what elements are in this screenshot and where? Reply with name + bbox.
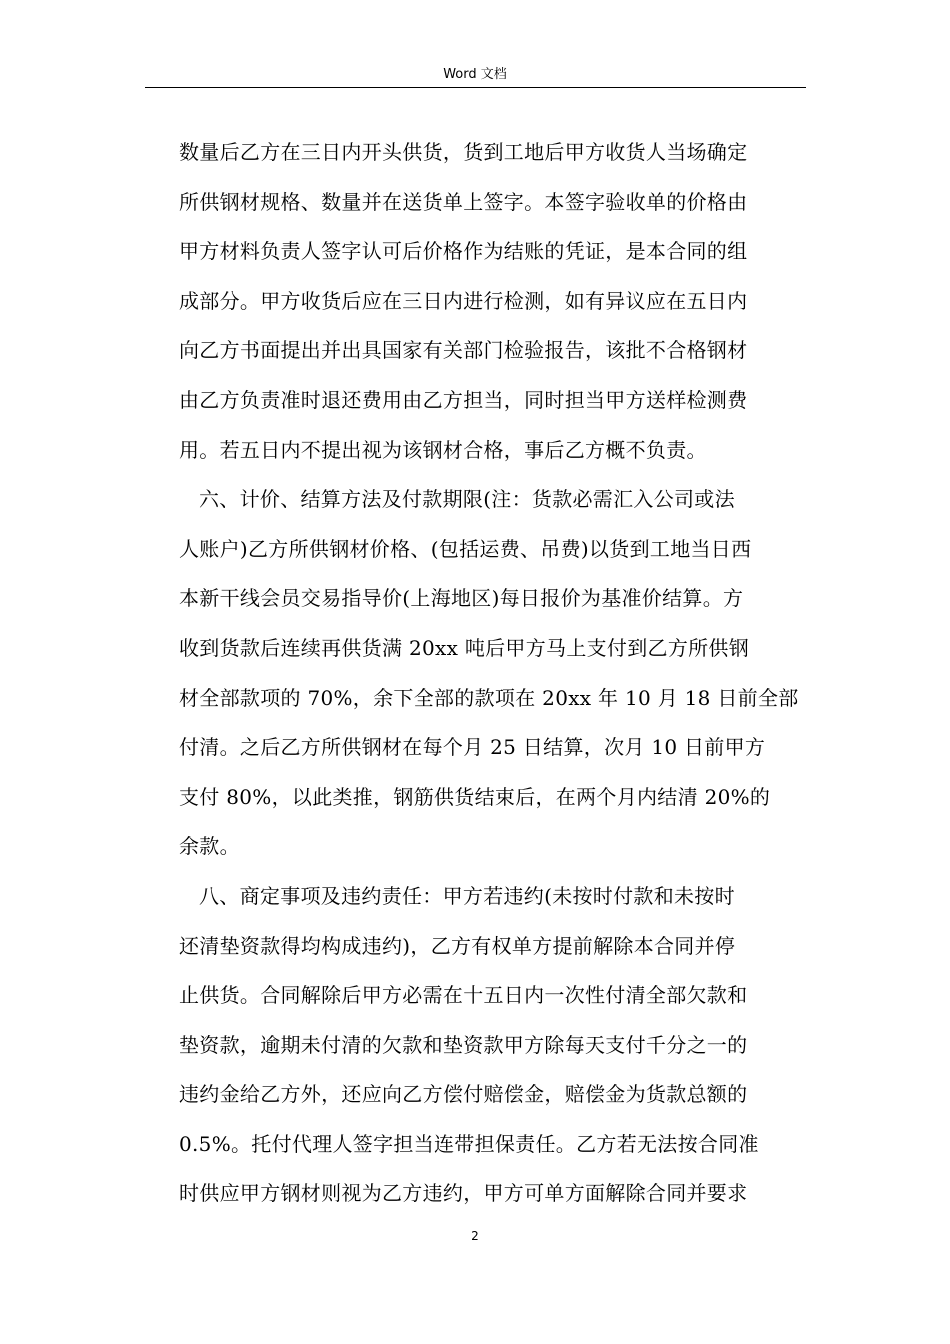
text-line: 0.5%。托付代理人签字担当连带担保责任。乙方若无法按合同准 (179, 1131, 759, 1156)
text-line: 付清。之后乙方所供钢材在每个月 25 日结算，次月 10 日前甲方 (179, 735, 766, 760)
text-line: 成部分。甲方收货后应在三日内进行检测，如有异议应在五日内 (179, 288, 748, 313)
text-line: 人账户)乙方所供钢材价格、(包括运费、吊费)以货到工地当日西 (179, 536, 752, 561)
text-line: 由乙方负责准时退还费用由乙方担当，同时担当甲方送样检测费 (179, 387, 748, 412)
text-line: 数量后乙方在三日内开头供货，货到工地后甲方收货人当场确定 (179, 140, 748, 164)
document-body (179, 128, 804, 1219)
text-line: 本新干线会员交易指导价(上海地区)每日报价为基准价结算。方 (179, 586, 744, 611)
text-line: 违约金给乙方外，还应向乙方偿付赔偿金，赔偿金为货款总额的 (179, 1082, 748, 1107)
text-line: 余款。 (179, 834, 240, 859)
header-divider (145, 87, 806, 88)
text-line: 收到货款后连续再供货满 20xx 吨后甲方马上支付到乙方所供钢 (179, 635, 750, 660)
paragraph-breach-liability (179, 872, 804, 1219)
text-line: 甲方材料负责人签字认可后价格作为结账的凭证，是本合同的组 (179, 239, 748, 264)
text-line: 所供钢材规格、数量并在送货单上签字。本签字验收单的价格由 (179, 189, 748, 214)
paragraph-pricing-settlement (179, 475, 804, 872)
text-line: 还清垫资款得均构成违约)，乙方有权单方提前解除本合同并停 (179, 933, 736, 958)
paragraph-delivery (179, 128, 804, 475)
page-number: 2 (471, 1229, 479, 1243)
text-line: 止供货。合同解除后甲方必需在十五日内一次性付清全部欠款和 (179, 983, 748, 1008)
text-line: 用。若五日内不提出视为该钢材合格，事后乙方概不负责。 (179, 437, 707, 462)
text-line: 支付 80%，以此类推，钢筋供货结束后，在两个月内结清 20%的 (179, 784, 771, 809)
text-line: 向乙方书面提出并出具国家有关部门检验报告，该批不合格钢材 (179, 338, 748, 363)
text-line: 六、计价、结算方法及付款期限(注：货款必需汇入公司或法 (199, 487, 735, 512)
text-line: 垫资款，逾期未付清的欠款和垫资款甲方除每天支付千分之一的 (179, 1032, 748, 1057)
text-line: 材全部款项的 70%，余下全部的款项在 20xx 年 10 月 18 日前全部 (179, 685, 799, 710)
page-header: Word 文档 (443, 67, 507, 82)
text-line: 八、商定事项及违约责任：甲方若违约(未按时付款和未按时 (199, 883, 735, 908)
text-line: 时供应甲方钢材则视为乙方违约，甲方可单方面解除合同并要求 (179, 1181, 748, 1206)
